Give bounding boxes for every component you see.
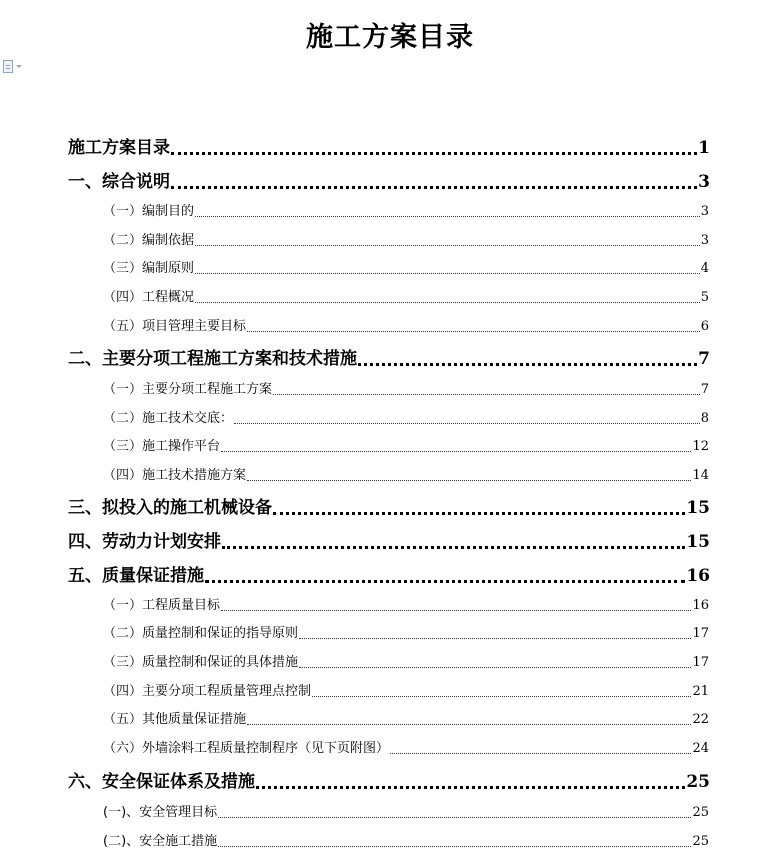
toc-dot-leader [205, 564, 685, 588]
toc-dot-leader [218, 803, 691, 823]
toc-heading[interactable] [68, 770, 710, 794]
toc-page-number: 16 [686, 566, 710, 586]
toc-dot-leader [171, 136, 697, 160]
toc-heading[interactable] [68, 564, 710, 588]
toc-dot-leader [247, 317, 700, 337]
toc-entry-label: （二）施工技术交底： [103, 411, 234, 426]
toc-subheading[interactable] [103, 739, 709, 759]
toc-entry-label: 六、安全保证体系及措施 [68, 772, 255, 792]
toc-page-number: 16 [692, 598, 709, 613]
toc-dot-leader [358, 347, 697, 371]
toc-subheading[interactable] [103, 596, 709, 616]
toc-page-number: 3 [698, 172, 710, 192]
toc-entry-label: 一、综合说明 [68, 172, 170, 192]
toc-subheading[interactable] [103, 259, 709, 279]
toc-entry-label: (一)、安全管理目标 [103, 805, 218, 820]
toc-subheading[interactable] [103, 466, 709, 486]
toc-page-number: 3 [700, 233, 709, 248]
toc-page-number: 3 [700, 204, 709, 219]
toc-page-number: 12 [692, 439, 709, 454]
toc-subheading[interactable] [103, 710, 709, 730]
toc-page-number: 17 [692, 626, 709, 641]
toc-entry-label: 二、主要分项工程施工方案和技术措施 [68, 349, 357, 369]
toc-dot-leader [234, 409, 700, 429]
toc-entry-label: （一）主要分项工程施工方案 [103, 382, 273, 397]
toc-dot-leader [195, 202, 700, 222]
toc-dot-leader [221, 437, 691, 457]
toc-page-number: 25 [686, 772, 710, 792]
document-icon[interactable] [3, 58, 29, 74]
toc-subheading[interactable] [103, 202, 709, 222]
toc-entry-label: (二)、安全施工措施 [103, 834, 218, 849]
toc-entry-label: 四、劳动力计划安排 [68, 532, 221, 552]
toc-page-number: 8 [700, 411, 709, 426]
toc-dot-leader [221, 596, 691, 616]
toc-entry-label: （四）工程概况 [103, 290, 195, 305]
toc-page-number: 24 [692, 741, 709, 756]
toc-subheading[interactable] [103, 437, 709, 457]
toc-page-number: 17 [692, 655, 709, 670]
toc-subheading[interactable] [103, 832, 709, 852]
toc-entry-label: （三）质量控制和保证的具体措施 [103, 655, 299, 670]
toc-page-number: 25 [692, 834, 709, 849]
toc-heading[interactable] [68, 170, 710, 194]
toc-page-number: 7 [698, 349, 710, 369]
toc-entry-label: （三）施工操作平台 [103, 439, 221, 454]
toc-page-number: 4 [700, 261, 709, 276]
page-title: 施工方案目录 [306, 22, 474, 53]
toc-dot-leader [195, 288, 700, 308]
toc-heading[interactable] [68, 496, 710, 520]
toc-dot-leader [299, 624, 691, 644]
toc-dot-leader [273, 496, 685, 520]
toc-subheading[interactable] [103, 231, 709, 251]
toc-subheading[interactable] [103, 288, 709, 308]
toc-heading[interactable] [68, 136, 710, 160]
toc-subheading[interactable] [103, 682, 709, 702]
toc-page-number: 15 [686, 498, 710, 518]
toc-subheading[interactable] [103, 380, 709, 400]
toc-entry-label: 施工方案目录 [68, 138, 170, 158]
toc-entry-label: （六）外墙涂料工程质量控制程序（见下页附图） [103, 741, 390, 756]
toc-page-number: 21 [692, 684, 709, 699]
toc-page-number: 7 [700, 382, 709, 397]
toc-entry-label: （一）工程质量目标 [103, 598, 221, 613]
toc-dot-leader [171, 170, 697, 194]
toc-subheading[interactable] [103, 653, 709, 673]
toc-page-number: 15 [686, 532, 710, 552]
toc-entry-label: （三）编制原则 [103, 261, 195, 276]
toc-entry-label: （四）主要分项工程质量管理点控制 [103, 684, 312, 699]
page-glyph [3, 60, 13, 73]
toc-entry-label: （二）质量控制和保证的指导原则 [103, 626, 299, 641]
toc-dot-leader [247, 466, 691, 486]
toc-dot-leader [195, 259, 700, 279]
toc-subheading[interactable] [103, 624, 709, 644]
toc-entry-label: 三、拟投入的施工机械设备 [68, 498, 272, 518]
toc-page-number: 6 [700, 319, 709, 334]
toc-entry-label: 五、质量保证措施 [68, 566, 204, 586]
toc-subheading[interactable] [103, 803, 709, 823]
toc-heading[interactable] [68, 347, 710, 371]
toc-dot-leader [195, 231, 700, 251]
toc-page-number: 14 [692, 468, 709, 483]
toc-entry-label: （四）施工技术措施方案 [103, 468, 247, 483]
toc-dot-leader [273, 380, 700, 400]
toc-subheading[interactable] [103, 409, 709, 429]
toc-heading[interactable] [68, 530, 710, 554]
toc-entry-label: （五）项目管理主要目标 [103, 319, 247, 334]
toc-entry-label: （五）其他质量保证措施 [103, 712, 247, 727]
toc-dot-leader [247, 710, 691, 730]
toc-entry-label: （二）编制依据 [103, 233, 195, 248]
toc-dot-leader [390, 739, 691, 759]
toc-dot-leader [218, 832, 691, 852]
chevron-down-icon [16, 65, 22, 68]
toc-page-number: 22 [692, 712, 709, 727]
toc-dot-leader [299, 653, 691, 673]
toc-page-number: 25 [692, 805, 709, 820]
toc-subheading[interactable] [103, 317, 709, 337]
toc-page-number: 1 [698, 138, 710, 158]
toc-page-number: 5 [700, 290, 709, 305]
toc-dot-leader [256, 770, 685, 794]
toc-entry-label: （一）编制目的 [103, 204, 195, 219]
toc-dot-leader [312, 682, 691, 702]
toc-dot-leader [222, 530, 685, 554]
